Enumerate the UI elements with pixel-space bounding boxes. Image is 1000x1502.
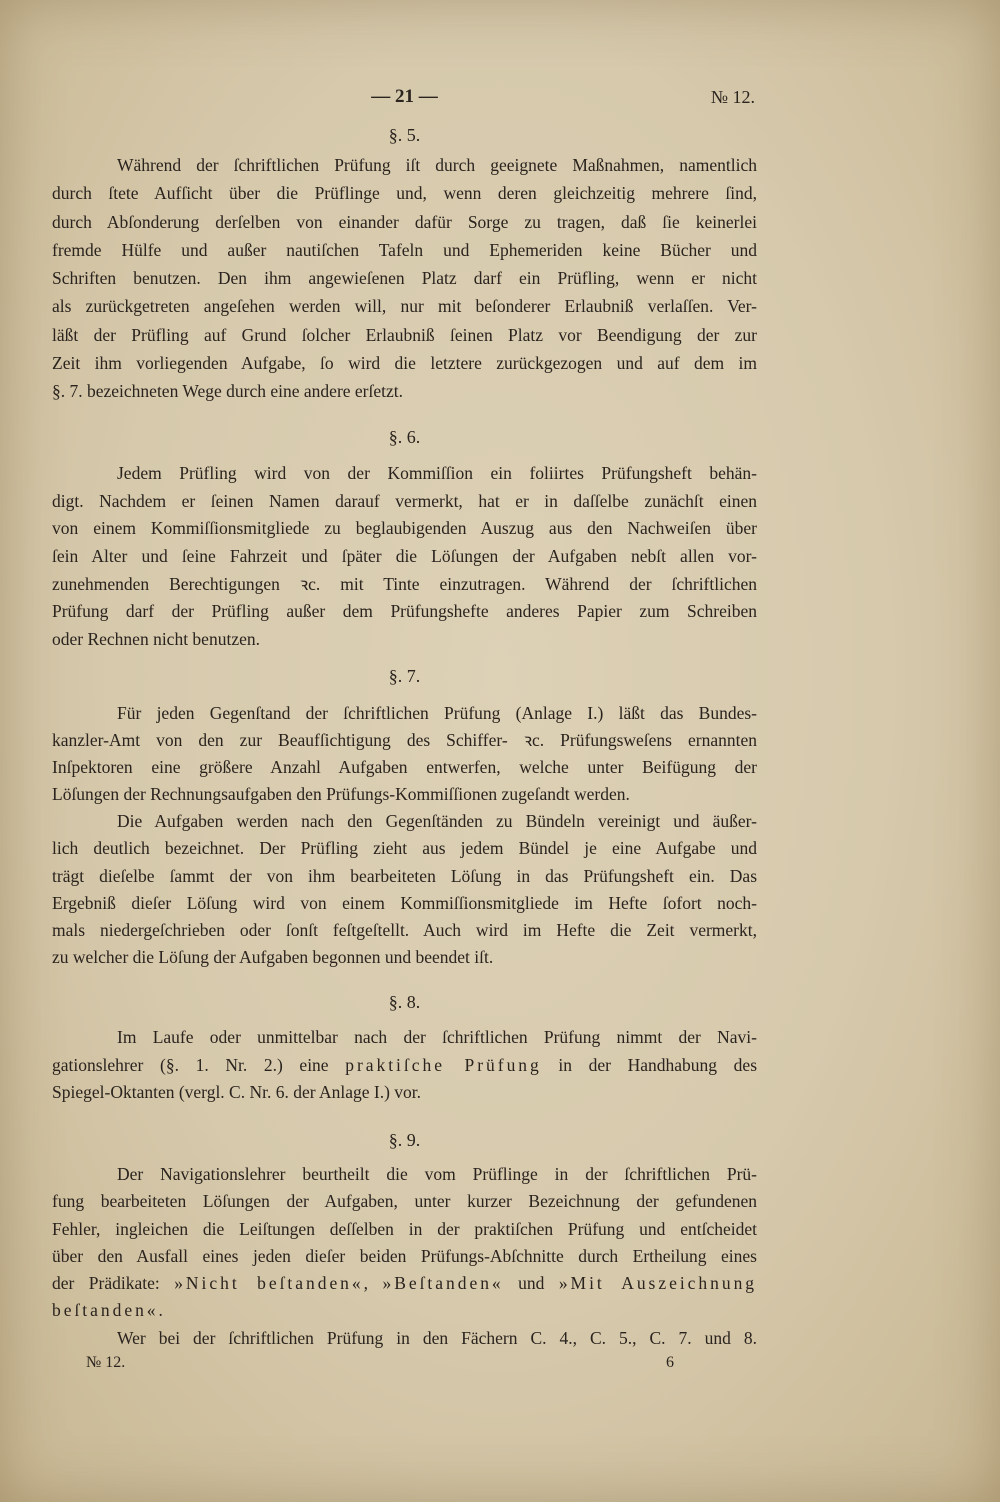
paragraph — [52, 808, 757, 971]
section-heading: §. 6. — [388, 427, 421, 447]
signature-mark: 6 — [666, 1354, 674, 1371]
text-line: Fehler, ingleichen die Leiſtungen deſſelben in der praktiſchen Prüfung und entſcheidet — [52, 1218, 757, 1239]
text-line: Inſpektoren eine größere Anzahl Aufgaben entwerfen, welche unter Beifügung der — [52, 757, 757, 778]
text-line: Ergebniß dieſer Löſung wird von einem Kommiſſionsmitgliede im Hefte ſofort noch- — [52, 892, 757, 913]
text-segment: der Prädikate: — [52, 1273, 175, 1294]
text-segment: und — [503, 1273, 559, 1294]
section-body — [52, 460, 757, 654]
page-footer — [52, 1350, 757, 1376]
text-line: mals niedergeſchrieben oder ſonſt feſtgeſtellt. Auch wird im Hefte die Zeit vermerkt, — [52, 919, 757, 940]
text-line: trägt dieſelbe ſammt der von ihm bearbeiteten Löſung in das Prüfungsheft ein. Das — [52, 865, 757, 886]
text-line: Wer bei der ſchriftlichen Prüfung in den Fächern C. 4., C. 5., C. 7. und 8. — [117, 1327, 757, 1348]
text-segment: gationslehrer (§. 1. Nr. 2.) eine — [52, 1054, 346, 1075]
text-line — [52, 1270, 757, 1297]
section-body — [52, 1161, 757, 1352]
text-line: läßt der Prüfling auf Grund ſolcher Erlaubniß ſeinen Platz vor Beendigung der zur — [52, 324, 757, 345]
paragraph — [52, 151, 757, 406]
text-line: Löſungen der Rechnungsaufgaben den Prüfungs-Kommiſſionen zugeſandt werden. — [52, 784, 630, 805]
text-line: Die Aufgaben werden nach den Gegenſtänden zu Bündeln vereinigt und äußer- — [117, 811, 757, 832]
text-line: lich deutlich bezeichnet. Der Prüfling zieht aus jedem Bündel je eine Aufgabe und — [52, 838, 757, 859]
issue-number: № 12. — [710, 87, 755, 107]
footer-issue-number: № 12. — [86, 1354, 126, 1371]
section-body — [52, 1024, 757, 1107]
section-heading: §. 9. — [388, 1130, 421, 1150]
text-line: ſein Alter und ſeine Fahrzeit und ſpäter die Löſungen der Aufgaben nebſt allen vor- — [52, 546, 757, 567]
paragraph — [52, 1024, 757, 1107]
text-line: Während der ſchriftlichen Prüfung iſt durch geeignete Maßnahmen, namentlich — [117, 155, 757, 175]
running-head — [52, 82, 757, 112]
emphasized-text: »Mit Auszeichnung — [558, 1273, 758, 1294]
text-line: Jedem Prüfling wird von der Kommiſſion ein foliirtes Prüfungsheft behän- — [117, 463, 757, 483]
text-line: zu welcher die Löſung der Aufgaben begonnen und beendet iſt. — [52, 946, 494, 967]
section-heading: §. 8. — [388, 992, 421, 1012]
text-line: Der Navigationslehrer beurtheilt die vom Prüflinge in der ſchriftlichen Prü- — [117, 1164, 757, 1184]
emphasized-text: »Nicht beſtanden« — [174, 1273, 364, 1294]
text-line: digt. Nachdem er ſeinen Namen darauf vermerkt, hat er in daſſelbe zunächſt einen — [52, 490, 757, 511]
text-line: durch Abſonderung derſelben von einander dafür Sorge zu tragen, daß ſie keinerlei — [52, 211, 757, 232]
text-segment: in der Handhabung des — [541, 1054, 758, 1075]
text-line: Im Laufe oder unmittelbar nach der ſchriftlichen Prüfung nimmt der Navi- — [117, 1027, 757, 1047]
text-line: kanzler-Amt von den zur Beaufſichtigung des Schiffer- ꝛc. Prüfungsweſens ernannten — [52, 730, 757, 751]
page-number: — 21 — — [371, 86, 438, 107]
text-line: fung bearbeiteten Löſungen der Aufgaben, unter kurzer Bezeichnung der gefundenen — [52, 1191, 757, 1212]
text-segment: , — [363, 1273, 383, 1294]
paragraph — [52, 460, 757, 654]
paragraph — [52, 1161, 757, 1325]
text-line: oder Rechnen nicht benutzen. — [52, 629, 260, 650]
text-line: fremde Hülfe und außer nautiſchen Tafeln und Ephemeriden keine Bücher und — [52, 239, 757, 260]
text-line: über den Ausfall eines jeden dieſer beiden Prüfungs-Abſchnitte durch Ertheilung eines — [52, 1245, 757, 1266]
text-line — [52, 1297, 757, 1324]
text-line: zunehmenden Berechtigungen ꝛc. mit Tinte einzutragen. Während der ſchriftlichen — [52, 573, 757, 594]
text-line: §. 7. bezeichneten Wege durch eine andere erſetzt. — [52, 381, 403, 402]
section-body — [52, 700, 757, 971]
text-line: als zurückgetreten angeſehen werden will, nur mit beſonderer Erlaubniß verlaſſen. Ver- — [52, 296, 757, 317]
section-heading: §. 5. — [388, 125, 421, 145]
text-line: Spiegel-Oktanten (vergl. C. Nr. 6. der Anlage I.) vor. — [52, 1082, 422, 1102]
text-line: Prüfung darf der Prüfling außer dem Prüfungshefte anderes Papier zum Schreiben — [52, 601, 757, 622]
text-line — [52, 1052, 757, 1080]
emphasized-text: beſtanden«. — [52, 1300, 166, 1321]
text-line: Zeit ihm vorliegenden Aufgabe, ſo wird die letztere zurückgezogen und auf dem im — [52, 353, 757, 374]
text-line: von einem Kommiſſionsmitgliede zu beglaubigenden Auszug aus den Nachweiſen über — [52, 518, 757, 539]
section-body — [52, 151, 757, 406]
paragraph — [52, 1325, 757, 1352]
emphasized-text: praktiſche Prüfung — [345, 1054, 542, 1075]
emphasized-text: »Beſtanden« — [382, 1273, 504, 1294]
paragraph — [52, 700, 757, 808]
text-line: Schriften benutzen. Den ihm angewieſenen Platz darf ein Prüfling, wenn er nicht — [52, 268, 757, 289]
text-line: durch ſtete Aufſicht über die Prüflinge und, wenn deren gleichzeitig mehrere ſind, — [52, 183, 757, 204]
text-line: Für jeden Gegenſtand der ſchriftlichen Prüfung (Anlage I.) läßt das Bundes- — [117, 703, 757, 723]
section-heading: §. 7. — [388, 666, 421, 686]
